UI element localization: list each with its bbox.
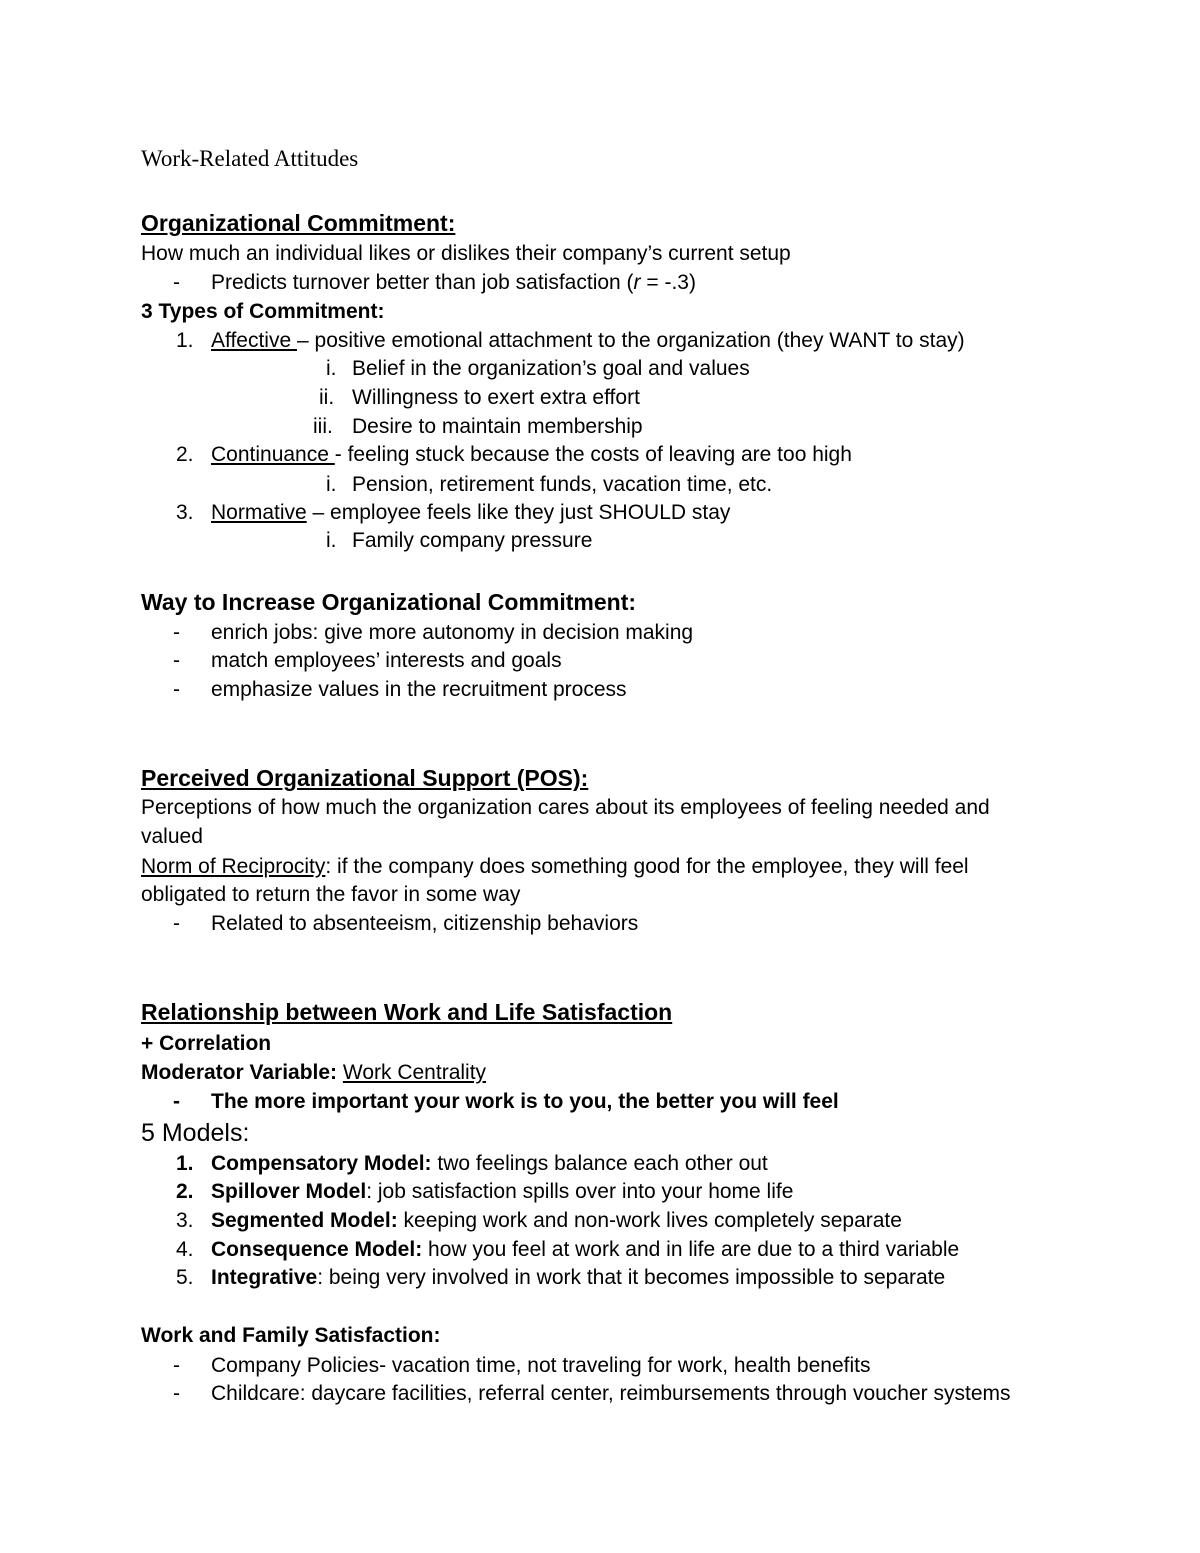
type-term: Continuance [211,443,335,466]
org-commitment-heading: Organizational Commitment: [141,210,456,236]
r-symbol: r [633,271,641,294]
bullet-dash: - [173,271,180,294]
document-page: Work-Related Attitudes Organizational Commitment: How much an individual likes or dislikes their company’s current setup - Predicts turnover better than job satisfaction (r = -.3) 3 Types of Commitment: 1. Affective – positive emotional attachment to the organization (they WANT to stay) i. Belief in the organization’s goal and values ii. Willingness to exert extra effort iii. Desire to maintain membership 2. Continuance - feeling stuck because the costs of leaving are too high i. Pension, retirement funds, vacation time, etc. 3. Normative – employee feels like they just SHOULD stay i. Family company pressure Way to Increase Organizational Commitment: - enrich jobs: give more autonomy in decision making - match employees’ interests and goals - emphasize values in the recruitment process Perceived Organizational Support (POS): Perceptions of how much the organization cares about its employees of feeling needed and valued Norm of Reciprocity: if the company does something good for the employee, they will feel obligated to return the favor in some way - Related to absenteeism, citizenship behaviors Relationship between Work and Life Satisfaction + Correlation Moderator Variable: Work Centrality - The more important your work is to you, the better you will feel 5 Models: 1. Compensatory Model: two feelings balance each other out 2. Spillover Model: job satisfaction spills over into your home life 3. Segmented Model: keeping work and non-work lives completely separate 4. Consequence Model: how you feel at work and in life are due to a third variable 5. Integrative: being very involved in work that it becomes impossible to separate Work and Family Satisfaction: - Company Policies- vacation time, not traveling for work, health benefits - Childcare: daycare facilities, referral center, reimbursements through voucher systems [141,146,1011,1405]
norm-term: Norm of Reciprocity [141,855,326,878]
moderator-term: Work Centrality [342,1061,487,1084]
org-commitment-definition: How much an individual likes or dislikes their company’s current setup [141,242,791,265]
pos-definition-cont: valued [141,825,203,848]
norm-of-reciprocity: Norm of Reciprocity: if the company does something good for the employee, they will feel [141,855,969,878]
type-term: Normative [211,501,307,524]
increase-heading: Way to Increase Organizational Commitment: [141,589,637,615]
correlation-label: + Correlation [141,1032,272,1055]
bullet-text: Predicts turnover better than job satisfaction (r = -.3) [211,271,696,294]
pos-heading: Perceived Organizational Support (POS): [141,765,589,791]
moderator-variable: Moderator Variable: Work Centrality [141,1061,487,1084]
pos-definition: Perceptions of how much the organization cares about its employees of feeling needed and [141,796,990,819]
norm-of-reciprocity-cont: obligated to return the favor in some way [141,883,521,906]
work-life-heading: Relationship between Work and Life Satisfaction [141,999,673,1025]
type-term: Affective [211,329,297,352]
doc-title: Work-Related Attitudes [141,146,359,171]
models-heading: 5 Models: [141,1119,250,1147]
types-heading: 3 Types of Commitment: [141,300,385,323]
family-heading: Work and Family Satisfaction: [141,1324,441,1347]
